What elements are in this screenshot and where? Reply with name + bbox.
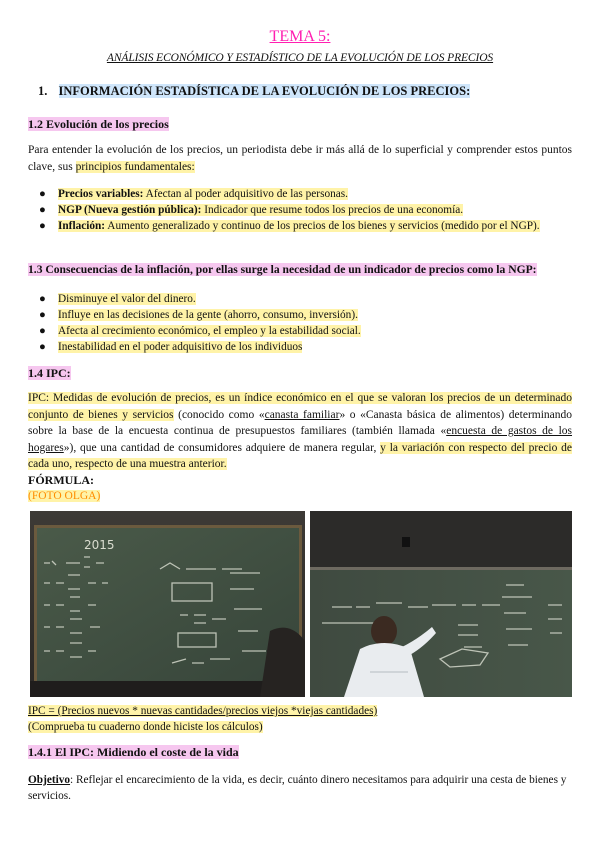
section-1-2-heading bbox=[28, 117, 169, 132]
list-item: ● NGP (Nueva gestión pública): Indicador que resume todos los precios de una economía. bbox=[39, 204, 464, 216]
objective-text: : Reflejar el encarecimiento de la vida, es decir, cuánto dinero necesitamos para adquirir una cesta de bienes y servicios. bbox=[28, 774, 567, 802]
notebook-note-text: (Comprueba tu cuaderno donde hiciste los cálculos) bbox=[28, 721, 263, 733]
blackboard-photo-right bbox=[310, 511, 572, 697]
bullet-term: NGP (Nueva gestión pública): bbox=[58, 204, 202, 216]
bullet-text: Afecta al crecimiento económico, el empleo y la estabilidad social. bbox=[58, 325, 361, 337]
canasta-familiar-term: canasta familiar bbox=[264, 408, 340, 421]
list-item: ● Precios variables: Afectan al poder adquisitivo de las personas. bbox=[39, 188, 348, 200]
section-1-4-heading bbox=[28, 366, 71, 381]
bullet-term: Inflación: bbox=[58, 220, 106, 232]
blackboard-right-illustration bbox=[310, 511, 572, 697]
encuesta-term: encuesta de gastos de los hogares bbox=[28, 425, 573, 454]
list-item: ● Disminuye el valor del dinero. bbox=[39, 293, 196, 305]
list-item: ● Influye en las decisiones de la gente (ahorro, consumo, inversión). bbox=[39, 309, 358, 321]
section-1-4-1-heading bbox=[28, 745, 239, 760]
section-1-title: INFORMACIÓN ESTADÍSTICA DE LA EVOLUCIÓN DE LOS PRECIOS: bbox=[58, 84, 471, 98]
bullet-text: Influye en las decisiones de la gente (ahorro, consumo, inversión). bbox=[58, 309, 358, 321]
ipc-variation-highlight: y la variación con respecto del precio de cada uno, respecto de una muestra anterior. bbox=[28, 441, 573, 470]
board-year: 2015 bbox=[84, 538, 115, 552]
ipc-text: (conocido como « bbox=[178, 408, 265, 421]
section-1-3-heading-text: 1.3 Consecuencias de la inflación, por ellas surge la necesidad de un indicador de precios como la NGP: bbox=[28, 263, 537, 276]
blackboard-left-illustration bbox=[30, 511, 305, 697]
list-item: ● Inestabilidad en el poder adquisitivo de los individuos bbox=[39, 341, 303, 353]
objective-paragraph bbox=[28, 772, 572, 804]
formula-label: FÓRMULA: bbox=[28, 473, 94, 487]
photo-label bbox=[28, 490, 100, 502]
section-1-4-heading-text: 1.4 IPC: bbox=[28, 366, 71, 380]
section-1-2-intro bbox=[28, 142, 572, 176]
list-item: ● Afecta al crecimiento económico, el empleo y la estabilidad social. bbox=[39, 325, 361, 337]
ipc-definition-highlight: IPC: Medidas de evolución de precios, es un índice económico en el que se valoran los precios de un determinado conjunto de bienes y servicios bbox=[28, 392, 572, 421]
section-1-2-heading-text: 1.2 Evolución de los precios bbox=[28, 117, 169, 131]
bullet-text: Afectan al poder adquisitivo de las personas. bbox=[145, 188, 348, 200]
inflation-consequences bbox=[28, 291, 548, 355]
bullet-text: Inestabilidad en el poder adquisitivo de los individuos bbox=[58, 341, 303, 353]
formula-text: IPC = (Precios nuevos * nuevas cantidades/precios viejos *viejas cantidades) bbox=[28, 705, 378, 717]
page-title: TEMA 5: bbox=[269, 28, 331, 45]
blackboard-photo-left bbox=[30, 511, 305, 697]
evolution-bullets bbox=[28, 186, 548, 234]
formula-line bbox=[28, 704, 377, 719]
list-item: ● Inflación: Aumento generalizado y continuo de los precios de los bienes y servicios (medido por el NGP). bbox=[39, 220, 540, 232]
bullet-text: Disminuye el valor del dinero. bbox=[58, 293, 196, 305]
section-1-number: 1. bbox=[38, 84, 48, 98]
page-subtitle: ANÁLISIS ECONÓMICO Y ESTADÍSTICO DE LA EVOLUCIÓN DE LOS PRECIOS bbox=[106, 52, 494, 64]
photo-label-text: (FOTO OLGA) bbox=[28, 490, 101, 502]
intro-highlight: principios fundamentales: bbox=[75, 161, 195, 173]
objective-label: Objetivo bbox=[28, 774, 71, 786]
ipc-text: » o «Canasta básica de alimentos) determinando sobre la base de la encuesta continua de presupuestos familiares (también llamada « bbox=[28, 408, 573, 437]
section-1-4-1-heading-text: 1.4.1 El IPC: Midiendo el coste de la vida bbox=[28, 745, 239, 759]
bullet-text: Indicador que resume todos los precios de una economía. bbox=[204, 204, 464, 216]
notebook-note bbox=[28, 720, 263, 735]
section-1-heading bbox=[38, 84, 470, 99]
ipc-definition bbox=[28, 390, 572, 473]
intro-text: Para entender la evolución de los precios, un periodista debe ir más allá de lo superficial y comprender estos puntos clave, sus bbox=[28, 144, 572, 173]
bullet-text: Aumento generalizado y continuo de los precios de los bienes y servicios (medido por el NGP). bbox=[107, 220, 540, 232]
section-1-3-heading bbox=[28, 263, 578, 276]
ipc-text: »), que una cantidad de consumidores adquiere de manera regular, bbox=[63, 441, 377, 454]
bullet-term: Precios variables: bbox=[58, 188, 144, 200]
